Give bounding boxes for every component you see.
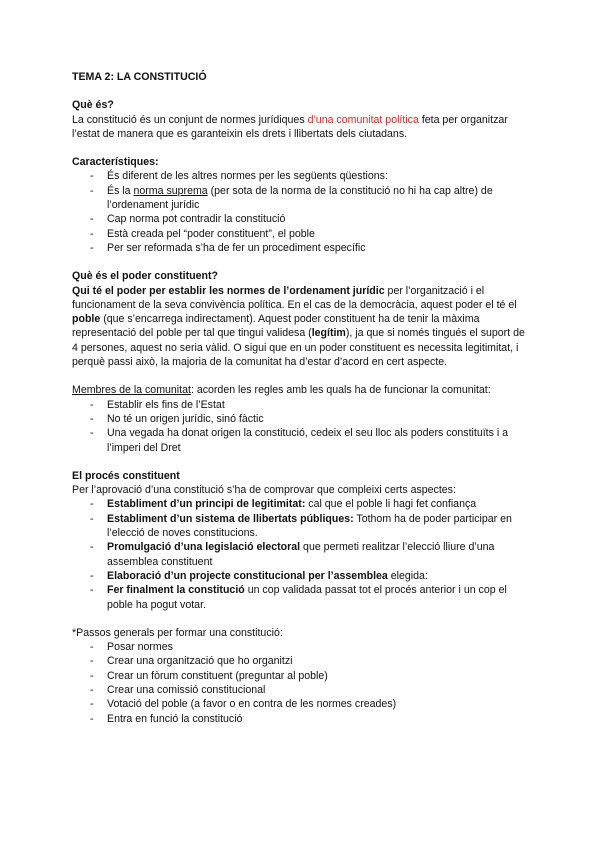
passos-list <box>72 640 532 726</box>
document-page <box>72 70 532 726</box>
membres-list <box>72 398 532 455</box>
list-item: - Està creada pel “poder constituent”, el poble <box>72 227 532 241</box>
list-item: - Votació del poble (a favor o en contra de les normes creades) <box>72 697 532 711</box>
list-item-bold: Promulgació d’una legislació electoral <box>107 541 301 554</box>
legitim-term: legítim <box>311 327 346 340</box>
que-es-text-after: feta per organitzar l’estat de manera que es garanteixin els drets i llibertats dels ciutadans. <box>72 113 508 140</box>
list-item: - Crear una organització que ho organitzi <box>72 654 532 668</box>
poble-term: poble <box>72 313 101 326</box>
que-es-paragraph <box>72 113 532 142</box>
paragraph-text: per l’organització i el funcionament de la seva convivència política. En el cas de la democràcia, aquest poder el té el <box>72 284 517 311</box>
caracteristiques-list <box>72 169 532 255</box>
list-item-text: elegida: <box>387 569 428 582</box>
poder-constituent-paragraph <box>72 284 532 370</box>
list-item: - Una vegada ha donat origen la constitució, cedeix el seu lloc als poders constituïts i a l’imperi del Dret <box>72 426 532 455</box>
que-es-text-before: La constitució és un conjunt de normes jurídiques <box>72 113 308 126</box>
list-item: - És diferent de les altres normes per les següents qüestions: <box>72 169 532 183</box>
list-item <box>72 512 532 541</box>
list-item-bold: Establiment d’un principi de legitimitat: <box>107 498 306 511</box>
list-item: - Establir els fins de l’Estat <box>72 398 532 412</box>
list-item-bold: Establiment d’un sistema de llibertats públiques: <box>107 512 354 525</box>
list-item <box>72 497 532 511</box>
list-item-text: Tothom ha de poder participar en l’elecció de noves constitucions. <box>107 512 512 540</box>
list-item: - Cap norma pot contradir la constitució <box>72 212 532 226</box>
list-item-text: (per sota de la norma de la constitució no hi ha cap altre) de l’ordenament jurídic <box>107 184 493 212</box>
paragraph-text: ), ja que si només tingués el suport de 4 persones, aquest no seria vàlid. O sigui que en un poder constituent es necessita legitimitat, i perquè passi això, la majoria de la comunitat ha d’estar d’acord en cert aspecte. <box>72 327 525 369</box>
paragraph-text: (que s’encarrega indirectament). Aquest poder constituent ha de tenir la màxima representació del poble per tal que tingui validesa ( <box>72 313 480 340</box>
section-heading-caracteristiques: Característiques: <box>72 156 159 169</box>
proces-list <box>72 497 532 611</box>
list-item-bold: Elaboració d’un projecte constitucional per l’assemblea <box>107 569 388 582</box>
membres-text: : acorden les regles amb les quals ha de funcionar la comunitat: <box>190 384 491 397</box>
list-item-bold: Fer finalment la constitució <box>107 584 245 597</box>
norma-suprema-term: norma suprema <box>133 184 208 197</box>
que-es-text-highlight: d’una comunitat política <box>307 113 419 126</box>
list-item-text: un cop validada passat tot el procés anterior i un cop el poble ha pogut votar. <box>107 584 507 611</box>
section-heading-proces: El procés constituent <box>72 469 180 482</box>
passos-heading: *Passos generals per formar una constitució: <box>72 626 283 639</box>
list-item-text: que permeti realitzar l’elecció lliure d’una assemblea constituent <box>107 541 495 568</box>
membres-term: Membres de la comunitat <box>72 384 191 397</box>
list-item-text: És la <box>107 184 134 197</box>
section-heading-poder-constituent: Què és el poder constituent? <box>72 270 218 283</box>
list-item: - Crear una comissió constitucional <box>72 683 532 697</box>
list-item: - Per ser reformada s’ha de fer un procediment específic <box>72 241 532 255</box>
section-heading-que-es: Què és? <box>72 99 114 112</box>
list-item: - No té un origen jurídic, sinó fàctic <box>72 412 532 426</box>
document-title: TEMA 2: LA CONSTITUCIÓ <box>72 71 207 83</box>
list-item: - Crear un fòrum constituent (preguntar al poble) <box>72 669 532 683</box>
list-item <box>72 569 532 583</box>
membres-intro <box>72 383 532 397</box>
list-item <box>72 540 532 569</box>
list-item <box>72 184 532 213</box>
list-item: - Entra en funció la constitució <box>72 712 532 726</box>
proces-intro: Per l’aprovació d’una constitució s’ha de comprovar que compleixi certs aspectes: <box>72 484 456 497</box>
poder-definition-bold: Qui té el poder per establir les normes de l’ordenament jurídic <box>72 284 385 297</box>
list-item-text: cal que el poble li hagi fet confiança <box>305 498 477 511</box>
list-item <box>72 583 532 612</box>
list-item: - Posar normes <box>72 640 532 654</box>
